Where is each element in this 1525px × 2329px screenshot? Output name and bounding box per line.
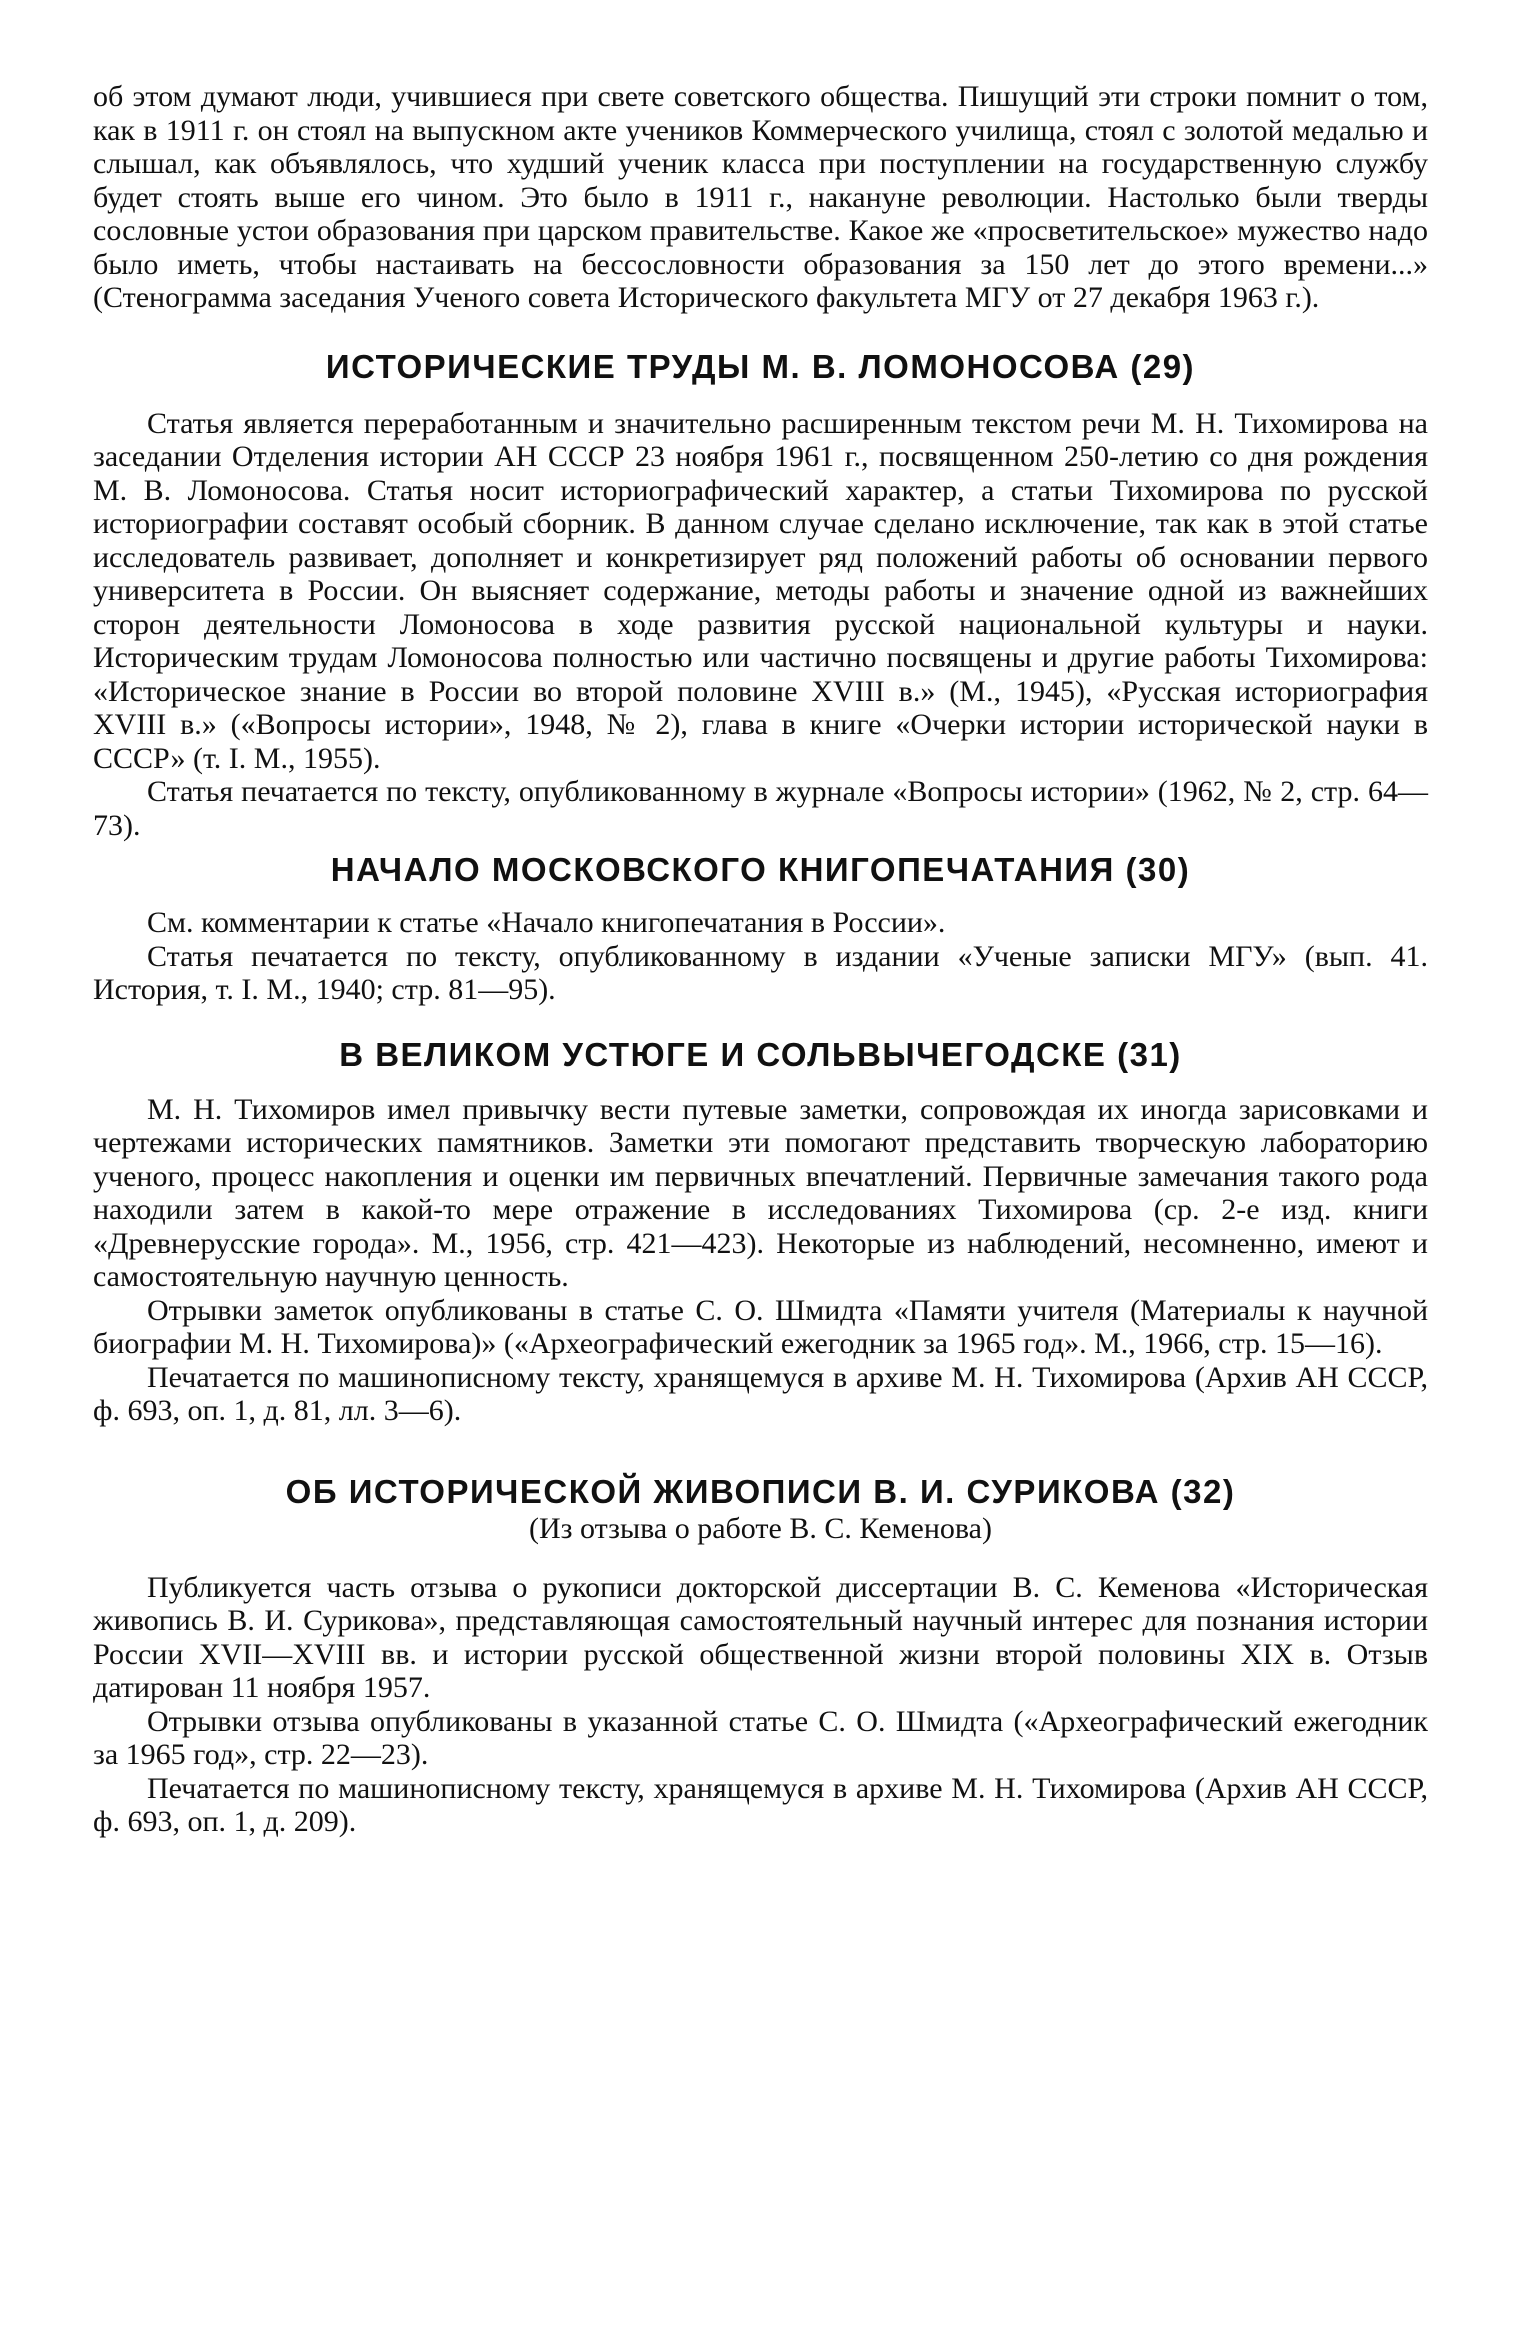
section-29-paragraph-1: Статья является переработанным и значительно расширенным текстом речи М. Н. Тихомирова на заседании Отделения истории АН СССР 23 ноября 1961 г., посвященном 250-летию со дня рождения М. В. Ломоносова. Статья носит историографический характер, а статьи Тихомирова по русской историографии составят особый сборник. В данном случае сделано исключение, так как в этой статье исследователь развивает, дополняет и конкретизирует ряд положений работы об основании первого университета в России. Он выясняет содержание, методы работы и значение одной из важнейших сторон деятельности Ломоносова в ходе развития русской национальной культуры и науки. Историческим трудам Ломоносова полностью или частично посвящены и другие работы Тихомирова: «Историческое знание в России во второй половине XVIII в.» (М., 1945), «Русская историография XVIII в.» («Вопросы истории», 1948, № 2), глава в книге «Очерки истории исторической науки в СССР» (т. I. М., 1955). xyxy=(93,406,1428,775)
section-30-paragraph-1: См. комментарии к статье «Начало книгопечатания в России». xyxy=(147,906,946,939)
section-32-paragraph-2: Отрывки отзыва опубликованы в указанной статье С. О. Шмидта («Археографический ежегодник за 1965 год», стр. 22—23). xyxy=(93,1704,1428,1771)
section-31-paragraph-1: М. Н. Тихомиров имел привычку вести путевые заметки, сопровождая их иногда зарисовками и чертежами исторических памятников. Заметки эти помогают представить творческую лабораторию ученого, процесс накопления и оценки им первичных впечатлений. Первичные замечания такого рода находили затем в какой-то мере отражение в исследованиях Тихомирова (ср. 2-е изд. книги «Древнерусские города». М., 1956, стр. 421—423). Некоторые из наблюдений, несомненно, имеют и самостоятельную научную ценность. xyxy=(93,1092,1428,1293)
intro-paragraph: об этом думают люди, учившиеся при свете советского общества. Пишущий эти строки помнит о том, как в 1911 г. он стоял на выпускном акте учеников Коммерческого училища, стоял с золотой медалью и слышал, как объявлялось, что худший ученик класса при поступлении на государственную службу будет стоять выше его чином. Это было в 1911 г., накануне революции. Настолько были тверды сословные устои образования при царском правительстве. Какое же «просветительское» мужество надо было иметь, чтобы настаивать на бессословности образования за 150 лет до этого времени...» (Стенограмма заседания Ученого совета Исторического факультета МГУ от 27 декабря 1963 г.). xyxy=(93,80,1428,314)
section-heading-31: В ВЕЛИКОМ УСТЮГЕ И СОЛЬВЫЧЕГОДСКЕ (31) xyxy=(339,1035,1182,1073)
section-heading-29: ИСТОРИЧЕСКИЕ ТРУДЫ М. В. ЛОМОНОСОВА (29) xyxy=(325,347,1196,385)
section-32-paragraph-3: Печатается по машинописному тексту, хранящемуся в архиве М. Н. Тихомирова (Архив АН СССР, ф. 693, оп. 1, д. 209). xyxy=(93,1771,1428,1838)
page-body xyxy=(93,80,1428,1839)
section-31-paragraph-3: Печатается по машинописному тексту, хранящемуся в архиве М. Н. Тихомирова (Архив АН СССР, ф. 693, оп. 1, д. 81, лл. 3—6). xyxy=(93,1360,1428,1427)
section-heading-30: НАЧАЛО МОСКОВСКОГО КНИГОПЕЧАТАНИЯ (30) xyxy=(330,851,1191,888)
section-31-paragraph-2: Отрывки заметок опубликованы в статье С. О. Шмидта «Памяти учителя (Материалы к научной биографии М. Н. Тихомирова)» («Археографический ежегодник за 1965 год». М., 1966, стр. 15—16). xyxy=(93,1293,1428,1360)
section-32-subheading: (Из отзыва о работе В. С. Кеменова) xyxy=(529,1511,992,1545)
section-32-paragraph-1: Публикуется часть отзыва о рукописи докторской диссертации В. С. Кеменова «Историческая живопись В. И. Сурикова», представляющая самостоятельный научный интерес для познания истории России XVII—XVIII вв. и истории русской общественной жизни второй половины XIX в. Отзыв датирован 11 ноября 1957. xyxy=(93,1570,1428,1704)
section-29-paragraph-2: Статья печатается по тексту, опубликованному в журнале «Вопросы истории» (1962, № 2, стр. 64—73). xyxy=(93,775,1428,842)
section-heading-32: ОБ ИСТОРИЧЕСКОЙ ЖИВОПИСИ В. И. СУРИКОВА (32) xyxy=(285,1472,1236,1510)
section-30-paragraph-2: Статья печатается по тексту, опубликованному в издании «Ученые записки МГУ» (вып. 41. История, т. I. М., 1940; стр. 81—95). xyxy=(93,939,1428,1006)
